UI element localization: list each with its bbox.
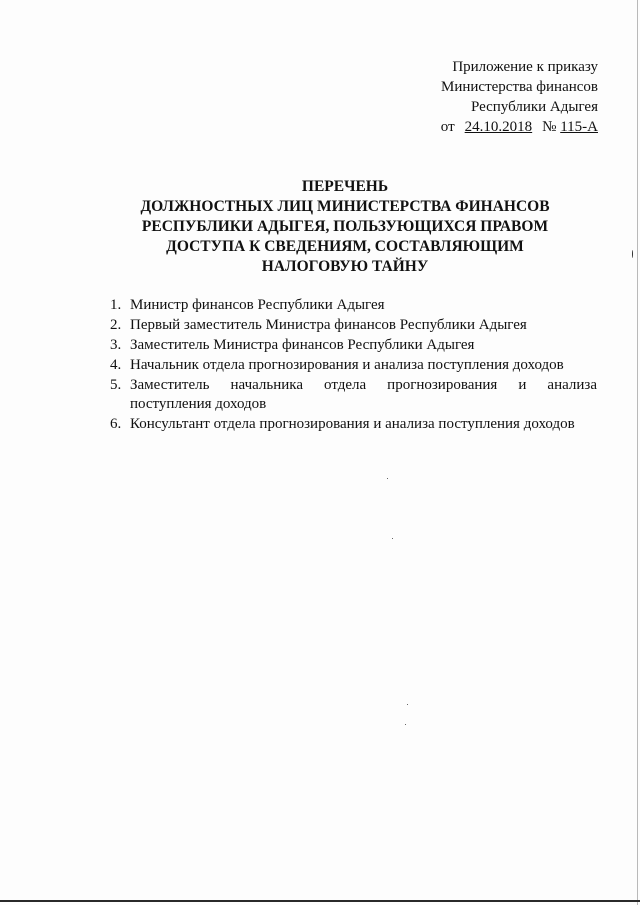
list-item xyxy=(110,336,597,355)
annex-line-3: Республики Адыгея xyxy=(470,99,598,115)
annex-line-1: Приложение к приказу xyxy=(452,59,598,75)
list-item-text: Заместитель Министра финансов Республики Адыгея xyxy=(130,337,475,353)
list-item xyxy=(110,376,597,414)
title-line-2: ДОЛЖНОСТНЫХ ЛИЦ МИНИСТЕРСТВА ФИНАНСОВ xyxy=(140,198,550,215)
scan-speck xyxy=(392,538,393,539)
positions-list xyxy=(110,296,597,435)
annex-number: 115-А xyxy=(560,119,598,135)
list-item-text-line-2: поступления доходов xyxy=(130,396,267,412)
annex-date-prefix: от xyxy=(440,119,455,135)
list-item xyxy=(110,415,597,434)
annex-line-2: Министерства финансов xyxy=(441,79,598,95)
scan-speck xyxy=(407,704,408,705)
list-item-number: 2. xyxy=(110,317,122,333)
list-item-number: 6. xyxy=(110,416,122,432)
list-item-text-line-1: Заместитель начальника отдела прогнозирования и анализа xyxy=(130,377,597,393)
list-item-number: 1. xyxy=(110,297,122,313)
list-item xyxy=(110,356,597,375)
title-line-4: ДОСТУПА К СВЕДЕНИЯМ, СОСТАВЛЯЮЩИМ xyxy=(166,238,524,255)
scan-speck xyxy=(632,250,633,258)
title-line-1: ПЕРЕЧЕНЬ xyxy=(301,178,389,195)
annex-date-row xyxy=(441,117,598,137)
scan-edge-bottom xyxy=(0,900,640,902)
list-item-number: 4. xyxy=(110,357,122,373)
list-item-text: Первый заместитель Министра финансов Республики Адыгея xyxy=(130,317,527,333)
list-item xyxy=(110,296,597,315)
title-line-3: РЕСПУБЛИКИ АДЫГЕЯ, ПОЛЬЗУЮЩИХСЯ ПРАВОМ xyxy=(141,218,549,235)
annex-date: 24.10.2018 xyxy=(464,119,533,135)
list-item-text: Консультант отдела прогнозирования и анализа поступления доходов xyxy=(130,416,575,432)
list-item-number: 5. xyxy=(110,377,122,393)
scan-speck xyxy=(387,478,388,479)
scan-edge-right xyxy=(637,0,638,905)
list-item xyxy=(110,316,597,335)
scan-speck xyxy=(405,724,406,725)
list-item-text: Начальник отдела прогнозирования и анализа поступления доходов xyxy=(130,357,564,373)
annex-block xyxy=(441,57,598,137)
list-item-text: Министр финансов Республики Адыгея xyxy=(130,297,385,313)
title-line-5: НАЛОГОВУЮ ТАЙНУ xyxy=(261,258,429,275)
document-title xyxy=(100,177,590,277)
list-item-number: 3. xyxy=(110,337,122,353)
annex-number-prefix: № xyxy=(542,119,557,135)
